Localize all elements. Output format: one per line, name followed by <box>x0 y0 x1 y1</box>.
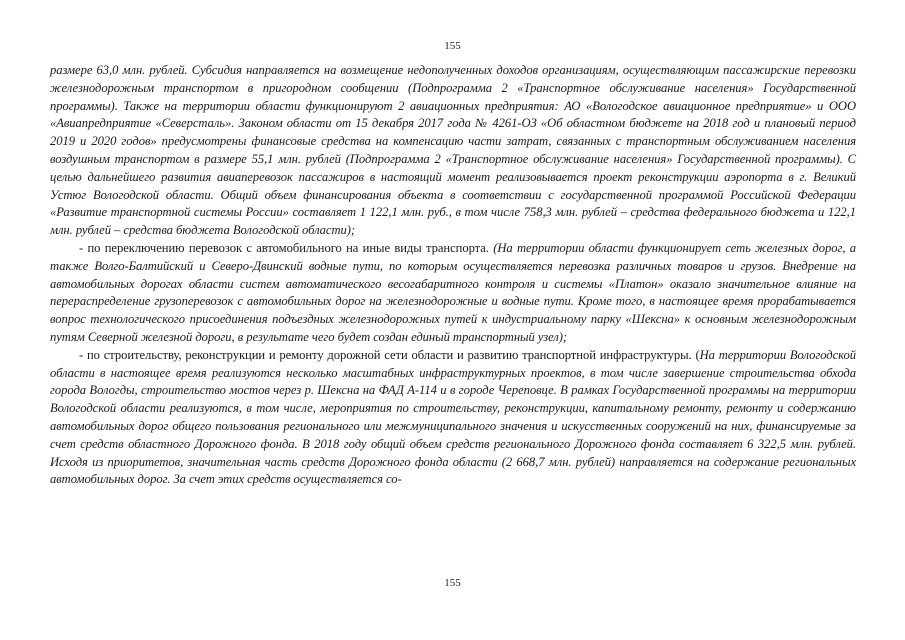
page-number-top: 155 <box>444 40 461 52</box>
paragraph-aviation-text: размере 63,0 млн. рублей. Субсидия направляется на возмещение недополученных доходов организациям, осуществляющим пассажирские перевозки железнодорожным транспортом в пригородном сообщении (Подпрограмма 2 «Транспортное обслуживание населения» Государственной программы). Также на территории области функционируют 2 авиационных предприятия: АО «Вологодское авиационное предприятие» и ООО «Авиапредприятие «Северсталь». Законом области от 15 декабря 2017 года № 4261-ОЗ «Об областном бюджете на 2018 год и плановый период 2019 и 2020 годов» предусмотрены финансовые средства на компенсацию части затрат, связанных с транспортным обслуживанием населения воздушным транспортом в размере 55,1 млн. рублей (Подпрограмма 2 «Транспортное обслуживание населения» Государственной программы). С целью дальнейшего развития авиаперевозок пассажиров в настоящий момент реализовывается проект реконструкции аэропорта в г. Великий Устюг Вологодской области. Общий объем финансирования объекта в соответствии с государственной программой Российской Федерации «Развитие транспортной системы России» составляет 1 122,1 млн. руб., в том числе 758,3 млн. рублей – средства федерального бюджета и 122,1 млн. рублей – средства бюджета Вологодской области); <box>50 63 856 238</box>
page-body <box>50 62 856 489</box>
paragraph-aviation <box>50 62 856 240</box>
paragraph-transport-switch-detail: (На территории области функционирует сеть железных дорог, а также Волго-Балтийский и Северо-Двинский водные пути, по которым осуществляется перевозка различных товаров и грузов. Внедрение на автомобильных дорогах области систем автоматического весогабаритного контроля и системы «Платон» оказало значительное влияние на перераспределение грузоперевозок с автомобильных дорог на железнодорожные и водные пути. Кроме того, в настоящее время прорабатывается вопрос технологического присоединения подъездных железнодорожных путей к индустриальному парку «Шексна» к основным железнодорожным путям Северной железной дороги, в результате чего будет создан единый транспортный узел); <box>50 240 856 344</box>
paragraph-road-network <box>50 347 856 489</box>
paragraph-road-network-lead: - по строительству, реконструкции и ремонту дорожной сети области и развитию транспортной инфраструктуры. ( <box>79 347 700 362</box>
paragraph-transport-switch-lead: - по переключению перевозок с автомобильного на иные виды транспорта. <box>79 240 494 255</box>
paragraph-transport-switch <box>50 240 856 347</box>
page-number-bottom: 155 <box>444 577 461 589</box>
paragraph-road-network-detail: На территории Вологодской области в настоящее время реализуются несколько масштабных инфраструктурных проектов, в том числе завершение строительства обхода города Вологды, строительство мостов через р. Шексна на ФАД А-114 и в городе Череповце. В рамках Государственной программы на территории Вологодской области реализуются, в том числе, мероприятия по строительству, реконструкции, капитальному ремонту, ремонту и содержанию автомобильных дорог общего пользования регионального или межмуниципального значения и искусственных сооружений на них, финансируемые за счет средств областного Дорожного фонда. В 2018 году общий объем средств регионального Дорожного фонда составляет 6 322,5 млн. рублей. Исходя из приоритетов, значительная часть средств Дорожного фонда области (2 668,7 млн. рублей) направляется на содержание региональных автомобильных дорог. За счет этих средств осуществляется со- <box>50 347 856 487</box>
